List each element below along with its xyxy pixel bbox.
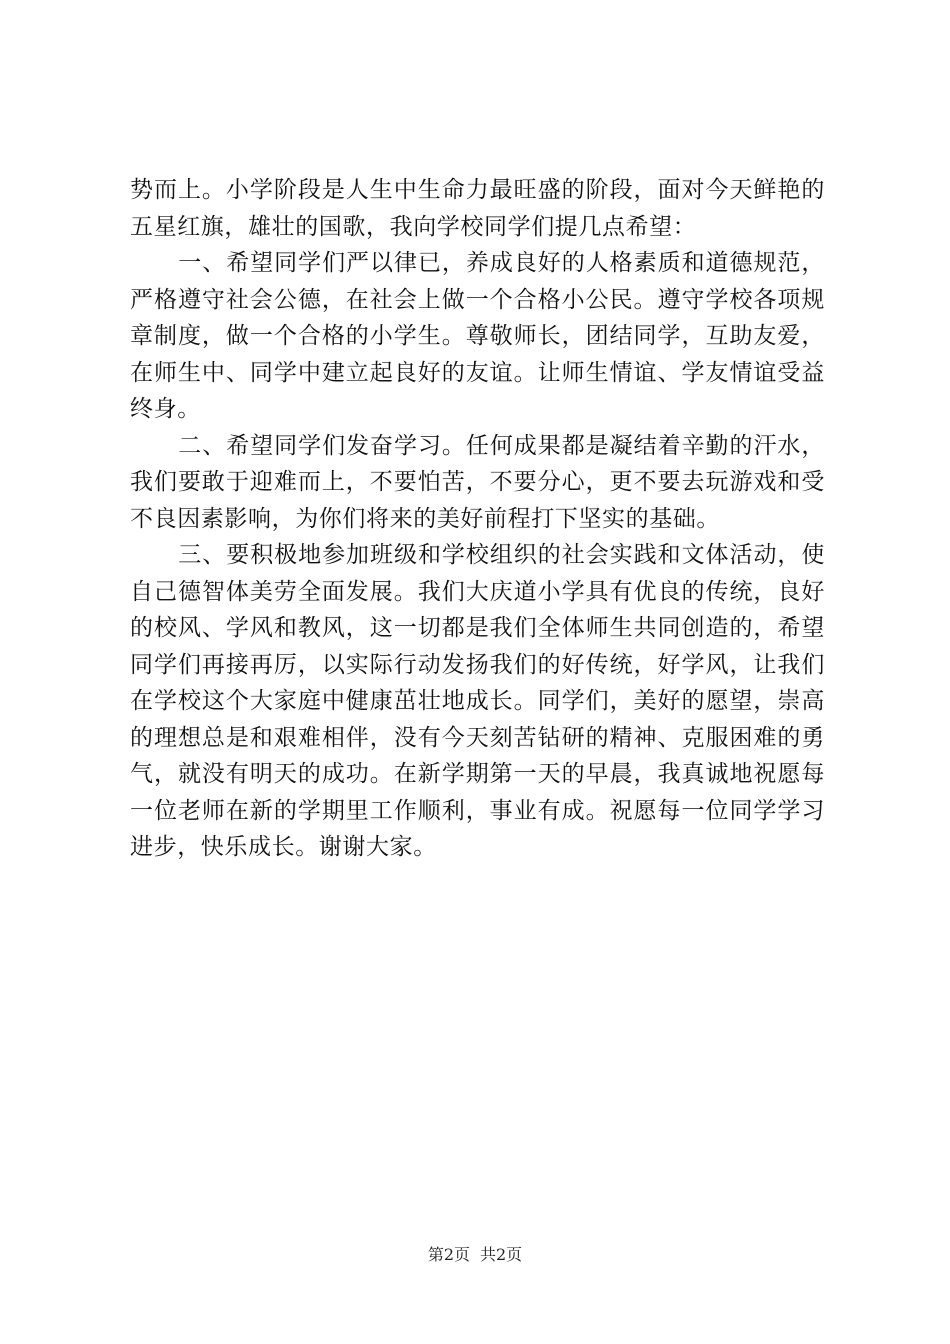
paragraph-hope-one: 一、希望同学们严以律已，养成良好的人格素质和道德规范，严格遵守社会公德，在社会上做一个合格小公民。遵守学校各项规章制度，做一个合格的小学生。尊敬师长，团结同学，互助友爱，在师生中、同学中建立起良好的友谊。让师生情谊、学友情谊受益终身。 xyxy=(130,250,825,422)
document-body xyxy=(130,172,825,866)
page-footer xyxy=(0,1245,950,1265)
paragraph-hope-three: 三、要积极地参加班级和学校组织的社会实践和文体活动，使自己德智体美劳全面发展。我们大庆道小学具有优良的传统，良好的校风、学风和教风，这一切都是我们全体师生共同创造的，希望同学们再接再厉，以实际行动发扬我们的好传统，好学风，让我们在学校这个大家庭中健康茁壮地成长。同学们，美好的愿望，崇高的理想总是和艰难相伴，没有今天刻苦钻研的精神、克服困难的勇气，就没有明天的成功。在新学期第一天的早晨，我真诚地祝愿每一位老师在新的学期里工作顺利，事业有成。祝愿每一位同学学习进步，快乐成长。谢谢大家。 xyxy=(130,542,825,860)
page-number: 第2页 xyxy=(427,1245,470,1264)
paragraph-hope-two: 二、希望同学们发奋学习。任何成果都是凝结着辛勤的汗水，我们要敢于迎难而上，不要怕苦，不要分心，更不要去玩游戏和受不良因素影响，为你们将来的美好前程打下坚实的基础。 xyxy=(130,432,825,532)
paragraph-intro: 势而上。小学阶段是人生中生命力最旺盛的阶段，面对今天鲜艳的五星红旗，雄壮的国歌，我向学校同学们提几点希望： xyxy=(130,177,825,240)
page-total: 共2页 xyxy=(480,1245,523,1264)
